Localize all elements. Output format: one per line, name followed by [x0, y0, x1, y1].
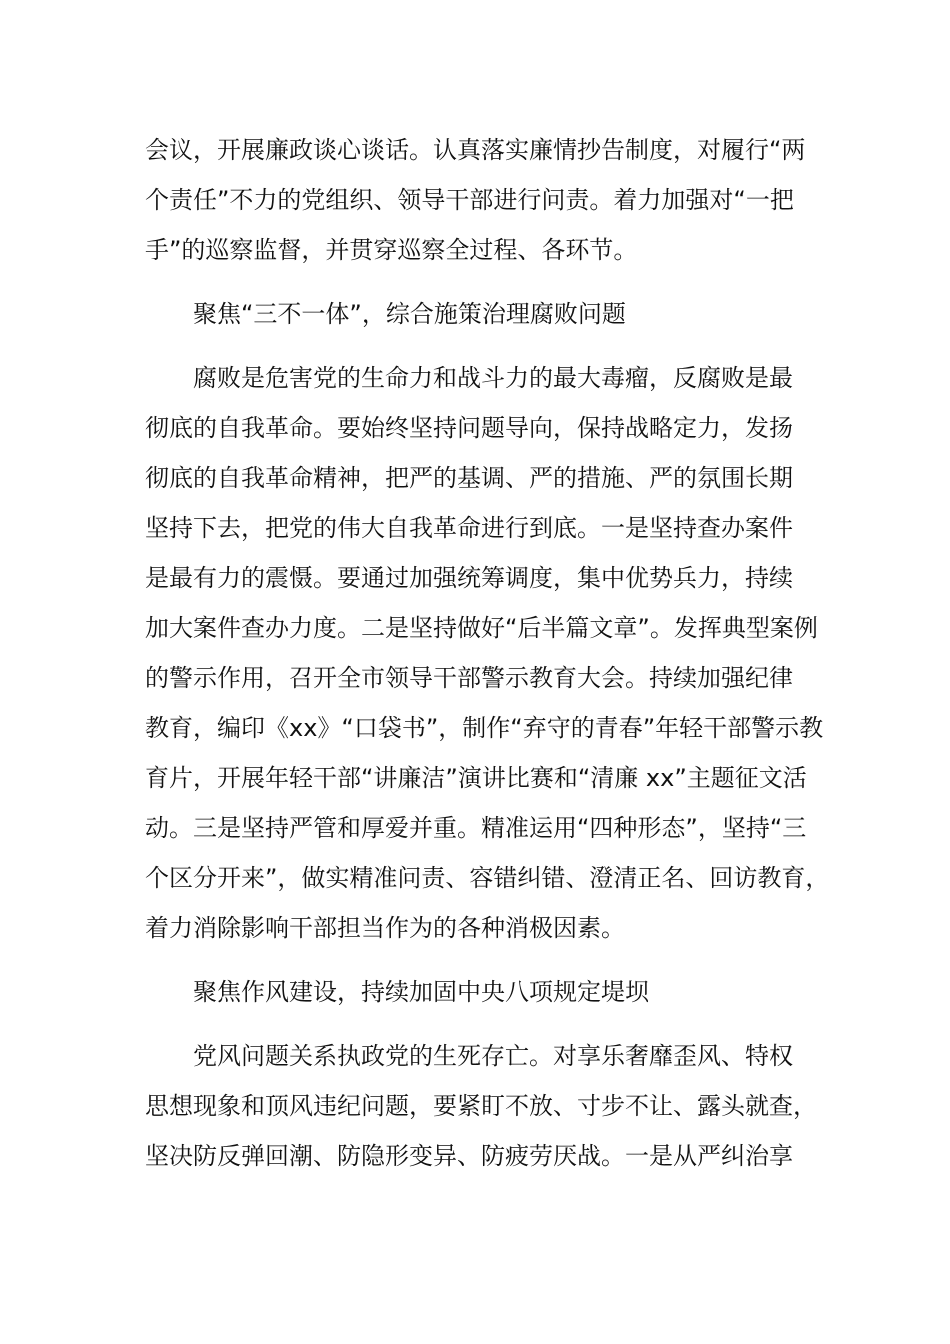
text-line: 思想现象和顶风违纪问题，要紧盯不放、寸步不让、露头就查，: [145, 1092, 817, 1120]
text-line: 个区分开来”，做实精准问责、容错纠错、澄清正名、回访教育，: [145, 864, 830, 892]
text-line: 手”的巡察监督，并贯穿巡察全过程、各环节。: [145, 236, 638, 264]
paragraph-first-line: 腐败是危害党的生命力和战斗力的最大毒瘤，反腐败是最: [193, 364, 793, 392]
text-line: 坚持下去，把党的伟大自我革命进行到底。一是坚持查办案件: [145, 514, 793, 542]
section-heading: 聚焦“三不一体”，综合施策治理腐败问题: [193, 300, 626, 328]
text-line: 动。三是坚持严管和厚爱并重。精准运用“四种形态”，坚持“三: [145, 814, 807, 842]
text-line: 育片，开展年轻干部“讲廉洁”演讲比赛和“清廉 xx”主题征文活: [145, 764, 807, 792]
text-line: 会议，开展廉政谈心谈话。认真落实廉情抄告制度，对履行“两: [145, 136, 806, 164]
text-line: 的警示作用，召开全市领导干部警示教育大会。持续加强纪律: [145, 664, 793, 692]
text-line: 彻底的自我革命精神，把严的基调、严的措施、严的氛围长期: [145, 464, 793, 492]
text-line: 彻底的自我革命。要始终坚持问题导向，保持战略定力，发扬: [145, 414, 793, 442]
text-line: 加大案件查办力度。二是坚持做好“后半篇文章”。发挥典型案例: [145, 614, 818, 642]
text-line: 着力消除影响干部担当作为的各种消极因素。: [145, 914, 625, 942]
section-heading: 聚焦作风建设，持续加固中央八项规定堤坝: [193, 978, 649, 1006]
text-line: 教育，编印《xx》“口袋书”，制作“弃守的青春”年轻干部警示教: [145, 714, 824, 742]
text-line: 个责任”不力的党组织、领导干部进行问责。着力加强对“一把: [145, 186, 794, 214]
text-line: 是最有力的震慑。要通过加强统筹调度，集中优势兵力，持续: [145, 564, 793, 592]
text-line: 坚决防反弹回潮、防隐形变异、防疲劳厌战。一是从严纠治享: [145, 1142, 793, 1170]
paragraph-first-line: 党风问题关系执政党的生死存亡。对享乐奢靡歪风、特权: [193, 1042, 793, 1070]
